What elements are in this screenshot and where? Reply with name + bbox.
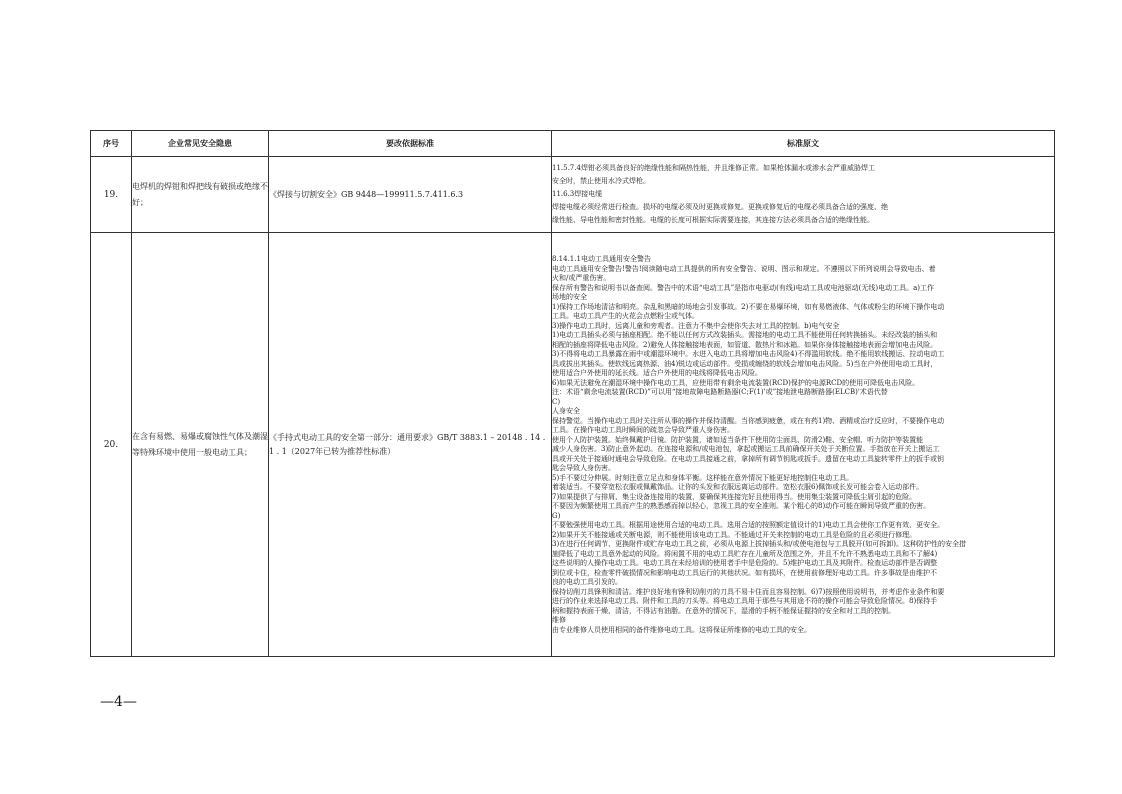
row-number: 20.	[91, 233, 132, 657]
standard-text-line: 柄和握持表面干燥、清洁，不得沾有油脂。在意外的情况下，湿滑的手柄不能保证握持的安全和对工具的控制。	[552, 606, 895, 615]
row-number: 19.	[91, 157, 132, 233]
standard-text-line: 1)保持工作场地清洁和明亮。杂乱和黑暗的场地会引发事故。2)不要在易爆环境，如有易燃液体、气体或粉尘的环境下操作电动	[552, 302, 945, 311]
standard-text-line: 11.6.3焊接电缆	[552, 190, 603, 198]
standard-text-line: 保持警觉。当操作电动工具时关注所从事的操作并保持清醒。当你感到疲惫，或在有药1)物、酒精或治疗反应时，不要操作电动	[552, 416, 945, 425]
standard-text-line: 安全时，禁止使用水冷式焊枪。	[552, 177, 650, 185]
standard-text-line: 2)如果开关不能接通或关断电源，则不能使用该电动工具。不能通过开关来控制的电动工具是危险的且必须进行修理。	[552, 530, 917, 539]
standard-text-line: 使用个人防护装置。始终佩戴护目镜。防护装置，诸如适当条件下使用防尘面具、防滑2)鞋、安全帽、听力防护等装置能	[552, 435, 924, 444]
page-number: —4—	[100, 694, 137, 710]
standard-text-line: 具或拔出其插头。使软线远离热源、油4)锐边或运动部件。受损或缠绕的软线会增加电击风险。5)当在户外使用电动工具时，	[552, 359, 938, 368]
standard-text-line: 电动工具通用安全警告!警告!阅读随电动工具提供的所有安全警告、说明、图示和规定。不遵照以下所列说明会导致电击、着	[552, 264, 936, 273]
standard-text-line: 良的电动工具引发的。	[552, 578, 622, 586]
standard-text-line: 保持切削刀具锋利和清洁。维护良好地有锋利切削刃的刀具不易卡住而且容易控制。6)7)按照使用说明书，并考虑作业条件和要	[552, 587, 945, 596]
standard-text-line: 由专业维修人员使用相同的备件维修电动工具。这将保证所维修的电动工具的安全。	[552, 625, 811, 634]
standard-text-line: 保存所有警告和说明书以备查阅。警告中的术语“电动工具”是指市电驱动(有线)电动工具或电池驱动(无线)电动工具。a)工作	[552, 283, 934, 292]
standard-text-line: 进行的作业来选择电动工具、附件和工具的刀头等。将电动工具用于那些与其用途不符的操作可能会导致危险情况。8)保持手	[552, 597, 938, 605]
standard-text-cell	[552, 233, 1055, 657]
standard-text-line: 使用适合户外使用的延长线。适合户外使用的电线将降低电击风险。	[552, 369, 762, 377]
standard-text-line: 3)不得将电动工具暴露在雨中或潮湿环境中。水进入电动工具将增加电击风险4)不得滥用软线。绝不能用软线搬运、拉动电动工	[552, 350, 945, 358]
standard-text-line: G)	[552, 511, 561, 520]
header-number: 序号	[91, 131, 132, 157]
standard-text-line: 不要因为频繁使用工具而产生的熟悉感而掉以轻心，忽视工具的安全准则。某个粗心的8)动作可能在瞬间导致严重的伤害。	[552, 502, 931, 510]
standard-text-line: 工具。在操作电动工具时瞬间的疏忽会导致严重人身伤害。	[552, 426, 734, 434]
standard-text-line: 这些说明的人操作电动工具。电动工具在未经培训的使用者手中是危险的。5)维护电动工具及其附件。检查运动部件是否调整	[552, 559, 938, 567]
table-row	[91, 157, 1055, 233]
table-row	[91, 233, 1055, 657]
standard-text-line: 不要勉强使用电动工具。根据用途使用合适的电动工具。选用合适的按照额定值设计的1)电动工具会使你工作更有效、更安全。	[552, 521, 945, 529]
standard-text-line: 3)操作电动工具时，远离儿童和旁观者。注意力不集中会使你失去对工具的控制。b)电气安全	[552, 321, 840, 330]
standard-text-line: 具或开关处于接通时通电会导致危险。在电动工具接通之前，拿掉所有调节钥匙或扳手。遗留在电动工具旋转零件上的扳手或钥	[552, 454, 944, 463]
hazard-cell: 在含有易燃、易爆或腐蚀性气体及潮湿等特殊环境中使用一般电动工具；	[132, 233, 269, 657]
standard-text-cell	[552, 157, 1055, 233]
standard-text-line: 相配的插座将降低电击风险。2)避免人体接触接地表面，如管道、散热片和冰箱。如果你身体接触接地表面会增加电击风险。	[552, 340, 938, 349]
standard-text-line: 3)在进行任何调节、更换附件或贮存电动工具之前，必须从电源上拔掉插头和/或使电池包与工具脱开(如可拆卸)。这种防护性的安全措	[552, 540, 967, 548]
standard-text-line: 11.5.7.4焊钳必须具备良好的绝缘性能和隔热性能，并且维修正常。如果枪体漏水或渗水会严重威胁焊工	[552, 164, 875, 172]
standard-text-line: 缘性能、导电性能和密封性能。电缆的长度可根据实际需要连接，其连接方法必须具备合适的绝缘性能。	[552, 216, 874, 224]
standard-text-line: 到位或卡住，检查零件破损情况和影响电动工具运行的其他状况。如有损坏，在使用前修理好电动工具。许多事故是由维护不	[552, 568, 937, 577]
standard-text-line: 8.14.1.1电动工具通用安全警告	[552, 255, 651, 263]
standard-text-line: 着装适当。不要穿宽松衣服或佩戴饰品。让你的头发和衣服远离运动部件。宽松衣服6)佩饰或长发可能会卷入运动部件。	[552, 483, 924, 491]
standard-text-line: 场地的安全	[552, 293, 587, 301]
standard-text-line: 工具。电动工具产生的火花会点燃粉尘或气体。	[552, 312, 699, 320]
standard-text-line: 1)电动工具插头必须与插座相配。绝不能以任何方式改装插头。需接地的电动工具不能使用任何转换插头。未经改装的插头和	[552, 331, 938, 339]
standard-text-line: 减少人身伤害。3)防止意外起动。在连接电源和/或电池包，拿起或搬运工具前确保开关处于关断位置。手指放在开关上搬运工	[552, 445, 940, 453]
hazard-cell: 电焊机的焊钳和焊把线有破损或绝缘不好；	[132, 157, 269, 233]
standard-text-line: C)	[552, 397, 561, 406]
standard-basis-cell: 《焊接与切割安全》GB 9448—199911.5.7.411.6.3	[269, 157, 552, 233]
standard-text-line: 5)手不要过分伸展。时刻注意立足点和身体平衡。这样能在意外情况下能更好地控制住电动工具。	[552, 473, 854, 482]
standard-text-line: 匙会导致人身伤害。	[552, 464, 615, 472]
standard-text-line: 维修	[552, 616, 566, 624]
header-hazard: 企业常见安全隐患	[132, 131, 269, 157]
header-standard-text: 标准原文	[552, 131, 1055, 157]
header-standard-basis: 要改依据标准	[269, 131, 552, 157]
standard-text-line: 注：术语“剩余电流装置(RCD)”可以用“接地故障电路断路器(C;F(1)'或”接地泄电路断路器(ELCB)'术语代替	[552, 388, 888, 396]
standards-table	[90, 130, 1055, 657]
standard-basis-cell: 《手持式电动工具的安全第一部分：通用要求》GB/T 3883.1 – 20148 . 14 . 1 . 1（2027年已转为推荐性标准）	[269, 233, 552, 657]
standard-text-line: 7)如果提供了与排屑、集尘设备连接用的装置，要确保其连接完好且使用得当。使用集尘装置可降低尘屑引起的危险。	[552, 492, 917, 501]
standard-text-line: 火和/或严重伤害。	[552, 274, 611, 282]
standard-text-line: 人身安全	[552, 407, 580, 415]
standard-text-line: 焊接电缆必须经常进行检查。损坏的电缆必须及时更换或修复。更换或修复后的电缆必须具备合适的强度、绝	[552, 203, 888, 211]
standard-text-line: 6)如果无法避免在潮湿环境中操作电动工具，应使用带有剩余电流装置(RCD)保护的电源RCD的使用可降低电击风险。	[552, 378, 920, 387]
table-header-row	[91, 131, 1055, 157]
standard-text-line: 施降低了电动工具意外起动的风险。将闲置不用的电动工具贮存在儿童所及范围之外，并且不允许不熟悉电动工具和不了解4)	[552, 549, 938, 558]
